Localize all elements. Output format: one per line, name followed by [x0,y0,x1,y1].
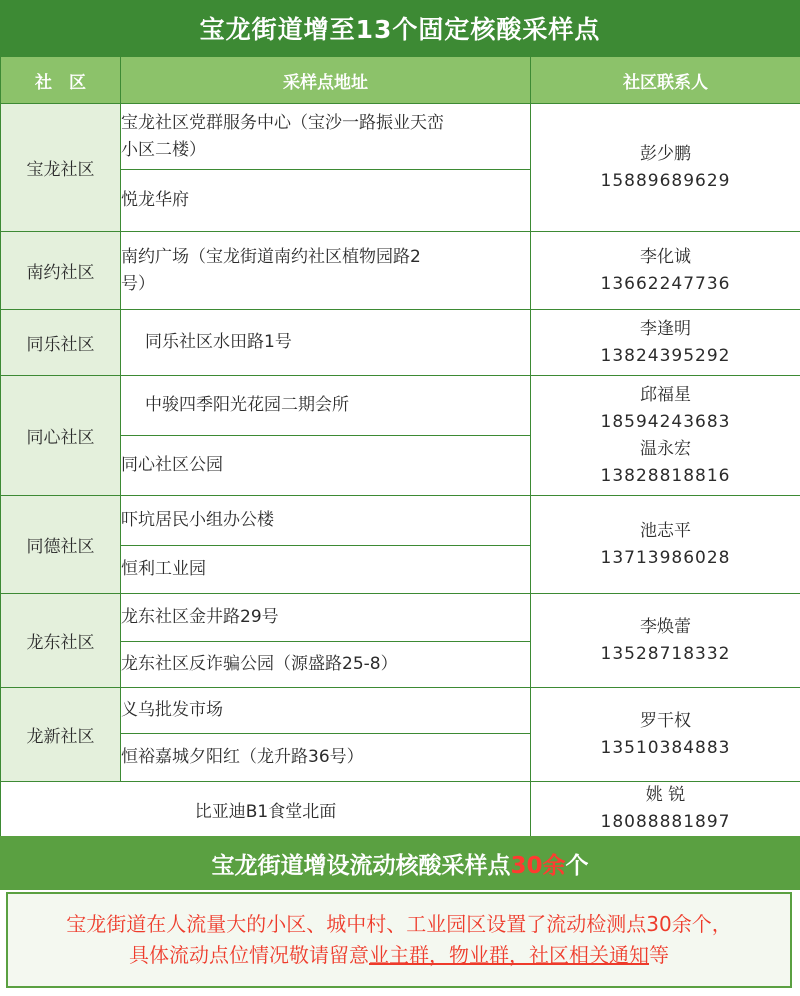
contact-cell [531,594,800,688]
table-row [1,104,800,170]
contact-cell [531,232,800,310]
mobile-sites-heading [0,836,800,890]
contact-cell [531,782,800,837]
contact-name: 李化诚 [640,246,691,267]
contact-name: 罗干权 [640,710,691,731]
site-address: 宝龙社区党群服务中心（宝沙一路振业天峦小区二楼） [121,104,531,170]
community-name: 同德社区 [1,496,121,594]
contact-phone: 13713986028 [600,547,731,568]
notice-line-2-a: 具体流动点位情况敬请留意 [129,943,369,967]
sampling-sites-table [0,56,800,837]
notice-line-2-b: 业主群，物业群，社区相关通知 [369,943,649,967]
table-header-row [1,57,800,104]
contact-phone: 13824395292 [600,345,731,366]
table-row [1,310,800,376]
site-address: 恒利工业园 [121,546,531,594]
header-community: 社 区 [1,57,121,104]
contact-phone: 13662247736 [600,273,731,294]
contact-name: 彭少鹏 [640,143,691,164]
table-row [1,232,800,310]
contact-phone: 15889689629 [600,170,731,191]
community-name: 同乐社区 [1,310,121,376]
site-address: 中骏四季阳光花园二期会所 [121,376,531,436]
contact-cell [531,376,800,496]
site-address: 吓坑居民小组办公楼 [121,496,531,546]
contact-phone: 13828818816 [600,465,731,486]
site-address: 同心社区公园 [121,436,531,496]
contact-phone: 13528718332 [600,643,731,664]
header-address: 采样点地址 [121,57,531,104]
table-row [1,782,800,837]
community-name: 龙新社区 [1,688,121,782]
community-name: 南约社区 [1,232,121,310]
header-contact: 社区联系人 [531,57,800,104]
mobile-heading-count: 30余 [510,852,566,879]
notice-line-2 [129,940,669,971]
table-row [1,496,800,546]
contact-name: 温永宏 [640,438,691,459]
table-row [1,688,800,734]
community-name: 宝龙社区 [1,104,121,232]
contact-name: 池志平 [640,520,691,541]
contact-cell [531,310,800,376]
table-row [1,594,800,642]
site-address: 恒裕嘉城夕阳红（龙升路36号） [121,734,531,782]
site-address: 同乐社区水田路1号 [121,310,531,376]
contact-cell [531,104,800,232]
mobile-heading-suffix: 个 [565,852,589,879]
contact-phone: 18594243683 [600,411,731,432]
contact-cell [531,496,800,594]
byd-site-address: 比亚迪B1食堂北面 [1,782,531,837]
mobile-sites-notice [6,892,792,988]
notice-line-2-c: 等 [649,943,669,967]
contact-phone: 13510384883 [600,737,731,758]
site-address: 南约广场（宝龙街道南约社区植物园路2号） [121,232,531,310]
site-address: 龙东社区反诈骗公园（源盛路25-8） [121,642,531,688]
notice-line-1: 宝龙街道在人流量大的小区、城中村、工业园区设置了流动检测点30余个， [66,912,732,936]
site-address: 悦龙华府 [121,170,531,232]
contact-name: 李逢明 [640,318,691,339]
mobile-heading-prefix: 宝龙街道增设流动核酸采样点 [211,852,511,879]
page-title: 宝龙街道增至13个固定核酸采样点 [0,0,800,56]
community-name: 同心社区 [1,376,121,496]
contact-phone: 18088881897 [600,812,731,832]
contact-name: 姚 锐 [645,785,686,805]
site-address: 龙东社区金井路29号 [121,594,531,642]
contact-name: 邱福星 [640,384,691,405]
contact-cell [531,688,800,782]
table-row [1,376,800,436]
community-name: 龙东社区 [1,594,121,688]
site-address: 义乌批发市场 [121,688,531,734]
contact-name: 李焕蕾 [640,616,691,637]
